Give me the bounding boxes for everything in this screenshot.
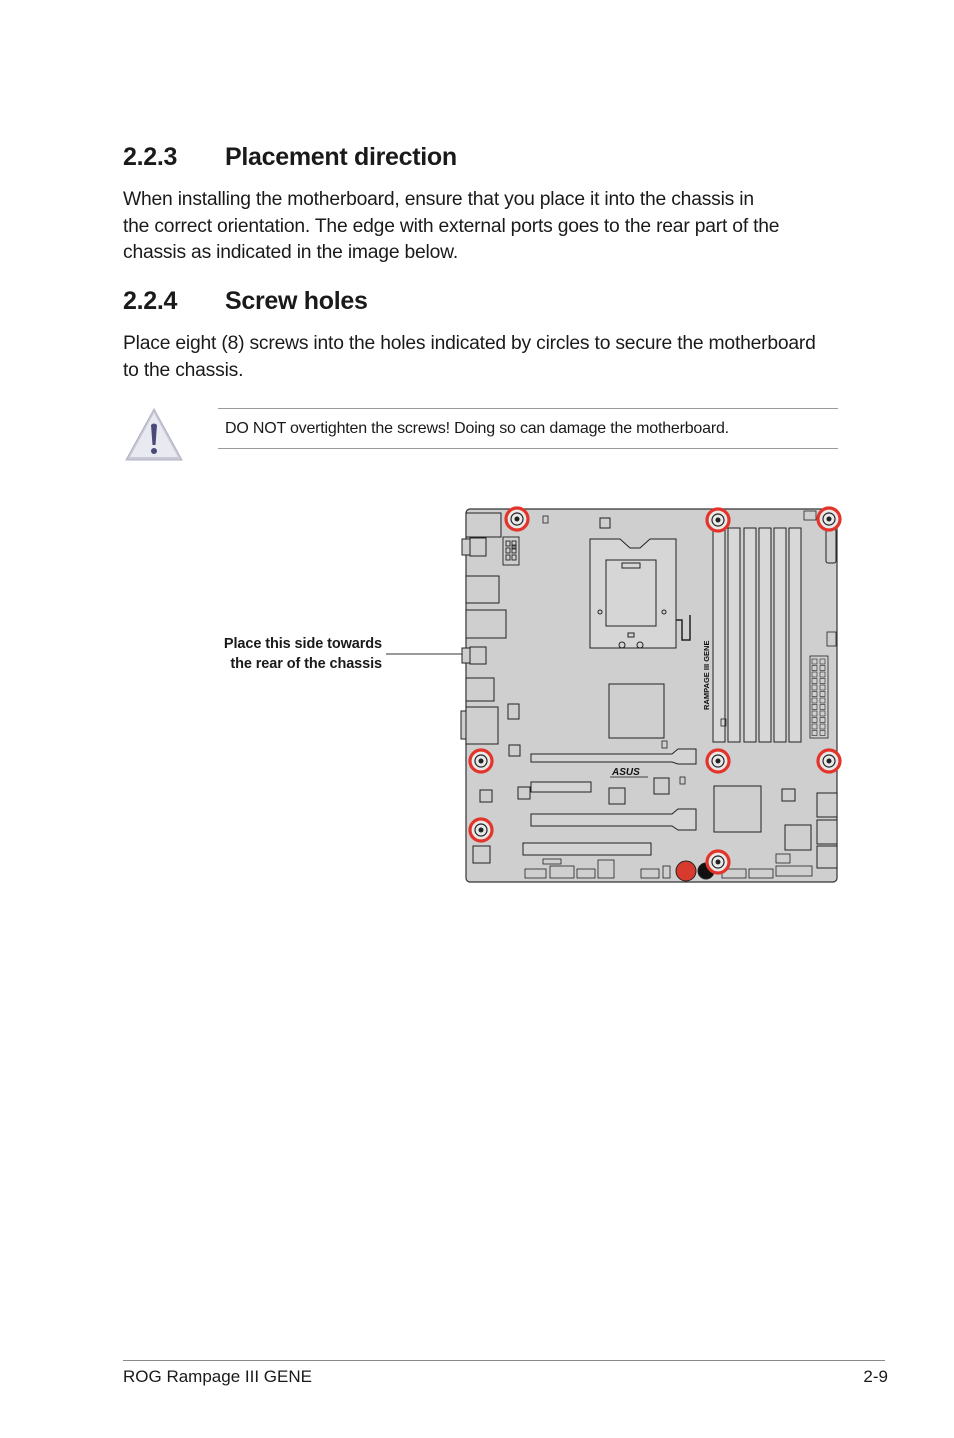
section-title: Placement direction bbox=[225, 143, 457, 171]
section-number: 2.2.4 bbox=[123, 287, 178, 315]
power-button bbox=[676, 861, 696, 881]
warning-text: DO NOT overtighten the screws! Doing so can damage the motherboard. bbox=[225, 420, 729, 437]
section-heading-placement bbox=[123, 143, 457, 172]
screw-hole-circle bbox=[506, 508, 528, 530]
screw-holes-paragraph: Place eight (8) screws into the holes indicated by circles to secure the motherboard to the chassis. bbox=[123, 333, 816, 381]
screw-hole-circle bbox=[818, 508, 840, 530]
footer-divider bbox=[123, 1360, 885, 1361]
motherboard-diagram bbox=[380, 500, 850, 892]
footer-product-name: ROG Rampage III GENE bbox=[123, 1367, 312, 1386]
section-heading-screw-holes bbox=[123, 287, 368, 316]
screw-hole-circle bbox=[818, 750, 840, 772]
chipset bbox=[609, 684, 664, 738]
screw-hole-circle bbox=[707, 750, 729, 772]
cpu-socket bbox=[590, 539, 690, 648]
section-title: Screw holes bbox=[225, 287, 368, 315]
warning-note bbox=[218, 408, 838, 449]
rear-side-callout: Place this side towards the rear of the chassis bbox=[223, 636, 382, 672]
warning-triangle-icon bbox=[124, 405, 184, 463]
screw-hole-circle bbox=[707, 509, 729, 531]
placement-paragraph: When installing the motherboard, ensure that you place it into the chassis in the correct orientation. The edge with external ports goes to the rear part of the chassis as indicated in the image below. bbox=[123, 189, 780, 263]
section-number: 2.2.3 bbox=[123, 143, 178, 171]
screw-hole-circle bbox=[470, 750, 492, 772]
footer-page-number: 2-9 bbox=[863, 1367, 888, 1386]
screw-hole-circle bbox=[470, 819, 492, 841]
asus-logo: ASUS bbox=[612, 767, 640, 778]
board-model-label: RAMPAGE III GENE bbox=[702, 640, 711, 710]
screw-hole-circle bbox=[707, 851, 729, 873]
